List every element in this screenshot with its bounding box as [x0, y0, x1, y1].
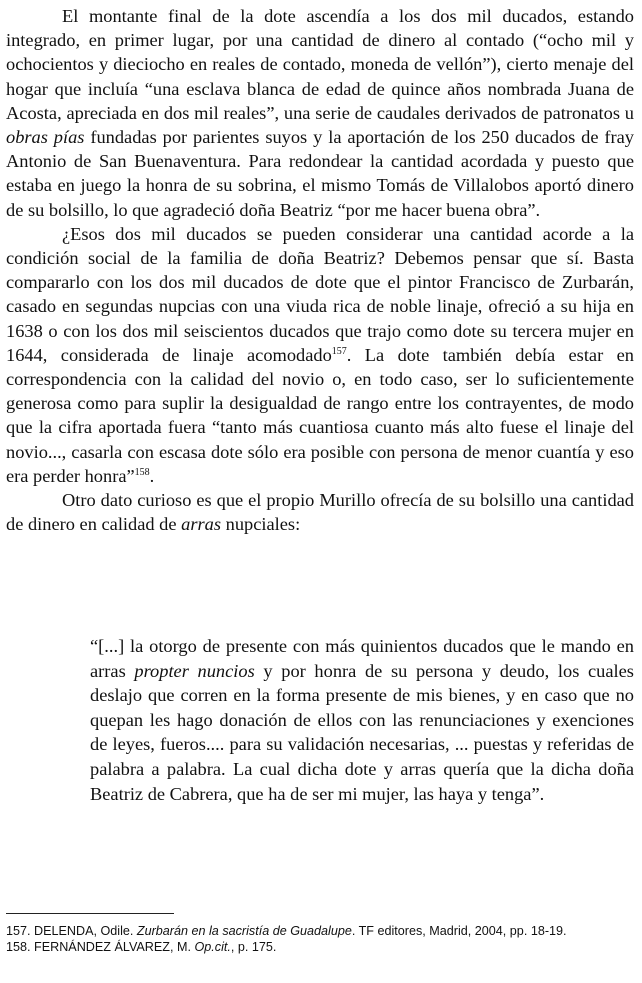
footnote-ref-158[interactable]: 158: [134, 466, 150, 478]
text-run: “[...] la otorgo de presente con más quinientos ducados que le mando en arras: [90, 636, 634, 681]
quote-paragraph: [90, 634, 634, 806]
text-run: fundadas por parientes suyos y la aportación de los 250 ducados de fray Antonio de San Buenaventura. Para redondear la cantidad acordada y puesto que estaba en juego la honra de su sobrina, el mismo Tomás de Villalobos aportó dinero de su bolsillo, lo que agradeció doña Beatriz “por me hacer buena obra”.: [6, 127, 634, 220]
text-run: nupciales:: [221, 514, 301, 535]
paragraph-dowry-amount: [6, 4, 634, 222]
body-text: [6, 4, 634, 536]
footnotes: [6, 923, 634, 956]
text-run: El montante final de la dote ascendía a los dos mil ducados, estando integrado, en primer lugar, por una cantidad de dinero al contado (“ocho mil y ochocientos y dieciocho en reales de contado, moneda de vellón”), cierto menaje del hogar que incluía “una esclava blanca de edad de quince años nombrada Juana de Acosta, apreciada en dos mil reales”, una serie de caudales derivados de patronatos u: [6, 6, 634, 123]
text-run: Otro dato curioso es que el propio Murillo ofrecía de su bolsillo una cantidad de dinero en calidad de: [6, 490, 634, 535]
text-run: , p. 175.: [230, 940, 277, 955]
paragraph-arras: [6, 488, 634, 536]
text-run: . La dote también debía estar en correspondencia con la calidad del novio o, en todo caso, ser lo suficientemente generosa como para suplir la desigualdad de rango entre los contrayentes, de modo que la cifra aportada fuera “tanto más cuantiosa cuanto más alto fuese el linaje del novio..., casarla con escasa dote sólo era posible con persona de menor cuantía y eso era perder honra”: [6, 344, 634, 486]
text-run: y por honra de su persona y deudo, los cuales deslajo que corren en la forma presente de mis bienes, y en caso que no quepan les hago donación de ellos con las renunciaciones y exenciones de leyes, fueros.... para su validación necesarias, ... puestas y referidas de palabra a palabra. La cual dicha dote y arras quería que la dicha doña Beatriz de Cabrera, que ha de ser mi mujer, las haya y tenga”.: [90, 660, 634, 804]
italic-term: propter nuncios: [134, 660, 255, 681]
italic-title: Zurbarán en la sacristía de Guadalupe: [136, 924, 352, 938]
text-run: . TF editores, Madrid, 2004, pp. 18-19.: [351, 924, 567, 938]
footnote-158: [6, 939, 634, 955]
text-run: ¿Esos dos mil ducados se pueden considerar una cantidad acorde a la condición social de la familia de doña Beatriz? Debemos pensar que sí. Basta compararlo con los dos mil ducados de dote que el pintor Francisco de Zurbarán, casado en segundas nupcias con una viuda rica de noble linaje, ofreció a su hija en 1638 o con los dos mil seiscientos ducados que trajo como dote su tercera mujer en 1644, considerada de linaje acomodado: [6, 223, 634, 365]
paragraph-dowry-comparison: [6, 222, 634, 488]
footnote-ref-157[interactable]: 157: [331, 345, 347, 357]
footnote-157: [6, 923, 634, 939]
italic-title: Op.cit.: [194, 940, 231, 955]
italic-term: arras: [181, 514, 222, 535]
footnote-divider: [6, 913, 174, 914]
text-run: 157. DELENDA, Odile.: [6, 924, 137, 938]
block-quote: [90, 634, 634, 806]
italic-term: obras pías: [6, 127, 85, 148]
text-run: .: [149, 465, 155, 486]
text-run: 158. FERNÁNDEZ ÁLVAREZ, M.: [6, 940, 195, 955]
